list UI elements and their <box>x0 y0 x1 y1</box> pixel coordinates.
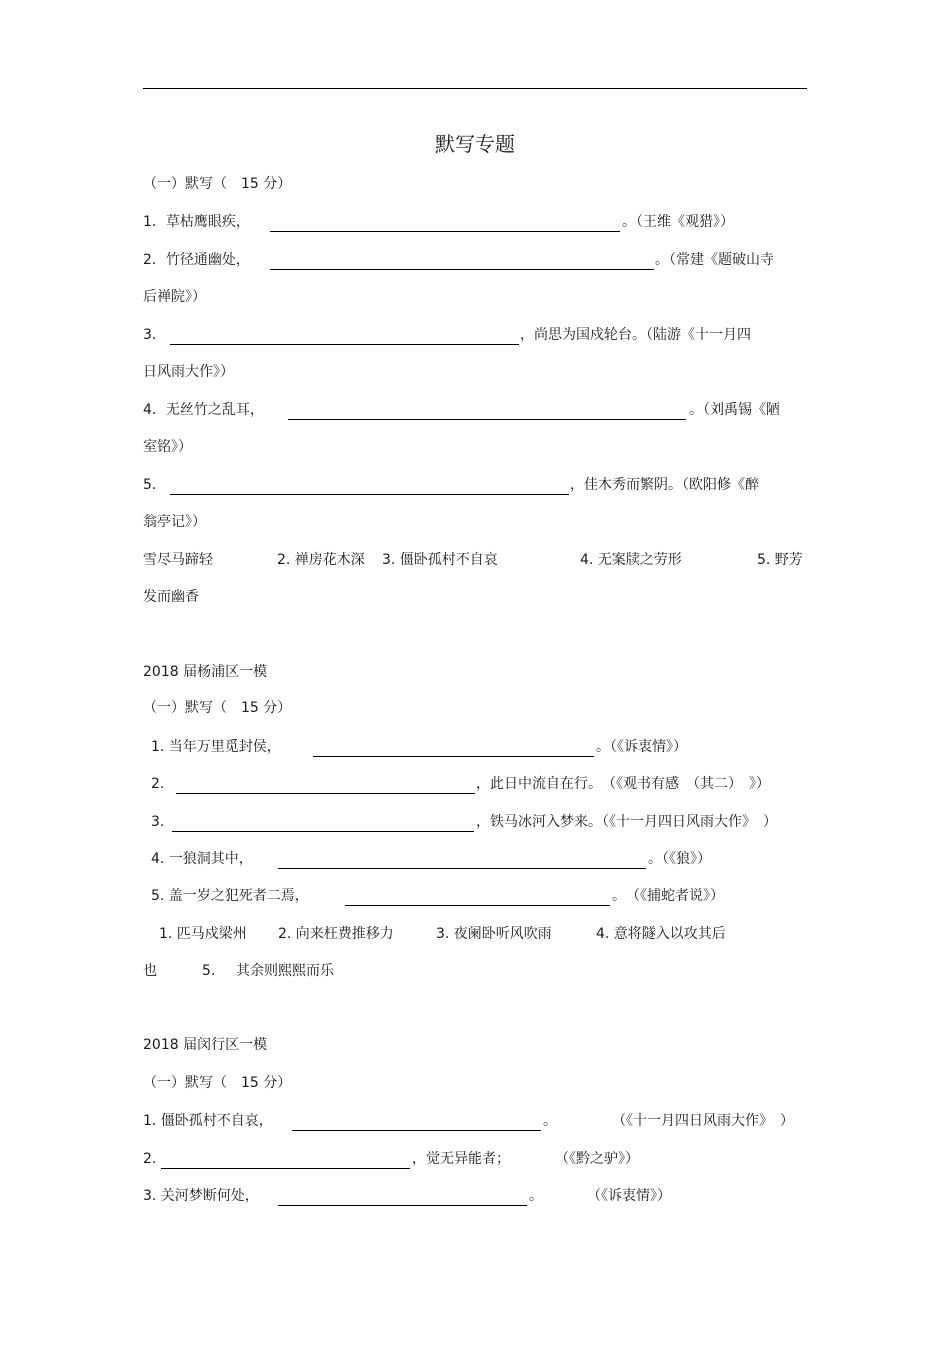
s2-q2-prefix: 2. <box>151 776 165 792</box>
s1-q4-suffix: 。（刘禹锡《陋 <box>689 402 780 418</box>
s1-q1-suffix: 。（王维《观猎》） <box>622 214 734 230</box>
s1-q4-continuation: 室铭》） <box>143 439 192 455</box>
section2-header: （一）默写（ 15 分） <box>143 700 292 716</box>
s2-answer-1: 1. 匹马戍梁州 <box>159 926 247 942</box>
s2-answer-3: 3. 夜阑卧听风吹雨 <box>436 926 552 942</box>
s2-q1-blank[interactable] <box>313 756 594 757</box>
s2-q3-suffix: ，铁马冰河入梦来。（《十一月四日风雨大作》 ） <box>476 814 777 830</box>
s1-q4-blank[interactable] <box>288 419 686 420</box>
s1-q2-blank[interactable] <box>270 269 654 270</box>
s1-q5-continuation: 翁亭记》） <box>143 514 206 530</box>
s2-q4-prefix: 4. 一狼洞其中， <box>151 851 253 867</box>
s3-q2-suffix: ，觉无异能者； <box>412 1151 510 1167</box>
s3-q1-suffix: 。 <box>543 1113 557 1129</box>
s2-answer-5-text: 其余则熙熙而乐 <box>236 963 334 979</box>
s2-q3-blank[interactable] <box>172 831 474 832</box>
s3-q3-prefix: 3. 关河梦断何处， <box>143 1188 259 1204</box>
s1-q3-suffix: ，尚思为国戍轮台。（陆游《十一月四 <box>520 327 751 343</box>
s1-q5-suffix: ，佳木秀而繁阴。（欧阳修《醉 <box>570 477 759 493</box>
s1-q3-continuation: 日风雨大作》） <box>143 364 234 380</box>
s1-answer-5: 5. 野芳 <box>757 552 803 568</box>
section1-header: （一）默写（ 15 分） <box>143 176 292 192</box>
s1-q5-blank[interactable] <box>170 494 569 495</box>
s2-q5-prefix: 5. 盖一岁之犯死者二焉， <box>151 888 309 904</box>
s3-q3-source: （《诉衷情》） <box>587 1188 671 1204</box>
s2-answer-4: 4. 意将隧入以攻其后 <box>596 926 726 942</box>
s2-answer-2: 2. 向来枉费推移力 <box>278 926 394 942</box>
s2-answer-5-number: 5. <box>202 963 216 979</box>
s3-q1-source: （《十一月四日风雨大作》 ） <box>612 1113 794 1129</box>
s3-q2-source: （《黔之驴》） <box>555 1151 639 1167</box>
s3-q1-blank[interactable] <box>292 1130 541 1131</box>
section3-heading: 2018 届闵行区一模 <box>143 1037 268 1053</box>
s3-q3-blank[interactable] <box>278 1205 527 1206</box>
s2-q1-suffix: 。（《诉衷情》） <box>596 739 687 755</box>
s2-q2-suffix: ，此日中流自在行。 （《观书有感 （其二） 》） <box>476 776 770 792</box>
s1-answer-continuation: 发而幽香 <box>143 589 199 605</box>
s1-q3-prefix: 3． <box>143 327 166 343</box>
top-rule <box>143 88 807 89</box>
s1-q1-blank[interactable] <box>270 231 620 232</box>
s1-answer-3: 3. 僵卧孤村不自哀 <box>382 552 498 568</box>
s1-q2-suffix: 。（常建《题破山寺 <box>655 252 774 268</box>
s1-answer-2: 2. 禅房花木深 <box>277 552 365 568</box>
s1-q5-prefix: 5． <box>143 477 166 493</box>
s2-q3-prefix: 3. <box>151 814 165 830</box>
section2-heading: 2018 届杨浦区一模 <box>143 664 268 680</box>
s2-answer-continuation: 也 <box>143 963 157 979</box>
s3-q2-blank[interactable] <box>161 1168 410 1169</box>
s1-answer-1: 雪尽马蹄轻 <box>143 552 213 568</box>
page-title: 默写专题 <box>435 132 515 156</box>
s2-q5-blank[interactable] <box>345 905 610 906</box>
s1-q4-prefix: 4．无丝竹之乱耳， <box>143 402 264 418</box>
s2-q2-blank[interactable] <box>176 793 475 794</box>
s3-q3-suffix: 。 <box>529 1188 543 1204</box>
s2-q4-suffix: 。（《狼》） <box>648 851 711 867</box>
s1-q1-prefix: 1．草枯鹰眼疾， <box>143 214 250 230</box>
s3-q2-prefix: 2. <box>143 1151 157 1167</box>
s1-q3-blank[interactable] <box>170 344 519 345</box>
s1-q2-continuation: 后禅院》） <box>143 289 206 305</box>
s1-answer-4: 4. 无案牍之劳形 <box>580 552 682 568</box>
section3-header: （一）默写（ 15 分） <box>143 1075 292 1091</box>
s2-q5-suffix: 。 （《捕蛇者说》） <box>612 888 724 904</box>
s1-q2-prefix: 2．竹径通幽处， <box>143 252 250 268</box>
s2-q1-prefix: 1. 当年万里觅封侯， <box>151 739 281 755</box>
s3-q1-prefix: 1. 僵卧孤村不自哀， <box>143 1113 273 1129</box>
s2-q4-blank[interactable] <box>278 868 646 869</box>
